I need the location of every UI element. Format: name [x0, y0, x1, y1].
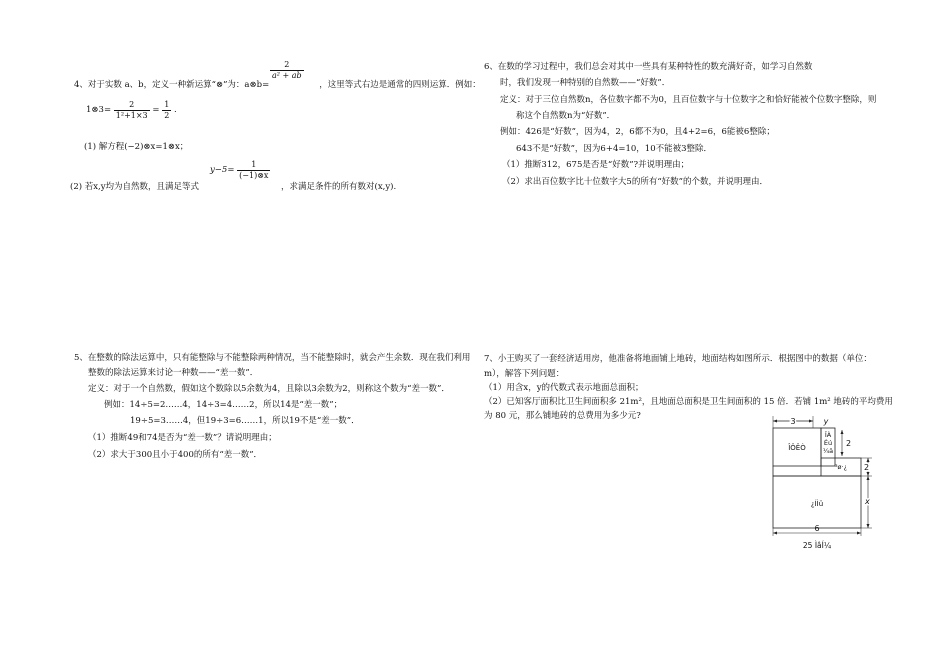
q6-example-1: 例如：426是“好数”，因为4，2，6都不为0，且4+2=6，6能被6整除； [500, 127, 775, 137]
dim-top-3-label: 3 [790, 417, 796, 426]
q4-part1: (1) 解方程(−2)⊗x=1⊗x； [84, 142, 189, 152]
room-bathroom-label-3: ¼ä [822, 447, 834, 455]
q7-line2: m），解答下列问题： [484, 369, 565, 379]
q4-example: 1⊗3= $\frac{2}{\text{1²+1×3}}$ = $\frac{1}{2}$ . [86, 100, 177, 120]
dim-top-y-label: y [823, 417, 829, 426]
q7-part2-cont: 为 80 元，那么铺地砖的总费用为多少元? [484, 411, 641, 421]
room-kitchen-label: ³ø·¿ [834, 463, 848, 471]
q6-definition: 定义：对于三位自然数n，各位数字都不为0，且百位数字与十位数字之和恰好能被个位数字整除，则 [500, 95, 877, 105]
q4-line1: 4、对于实数 a、b，定义一种新运算“⊗”为：a⊗b= ，这里等式右边是通常的四则运算．例如： [74, 80, 481, 90]
room-bathroom-label-2: Éú [823, 439, 833, 447]
q5-example-1: 例如：14÷5=2……4，14÷3=4……2，所以14是“差一数”； [104, 400, 343, 410]
q5-example-2: 19÷5=3……4，但19÷3=6……1，所以19不是“差一数”． [130, 416, 360, 426]
dim-inner-2-label: 2 [846, 439, 852, 448]
q6-line1: 6、在数的学习过程中，我们总会对其中一些具有某种特性的数充满好奇，如学习自然数 [484, 62, 813, 72]
room-bedroom-label: ÎÔÊÒ [788, 444, 806, 452]
q6-example-2: 643不是“好数”，因为6+4=10，10不能被3整除． [516, 144, 713, 154]
room-living-label: ¿ÍÌü [810, 500, 824, 508]
floor-plan-figure [764, 412, 884, 552]
q5-part1: （1）推断49和74是否为“差一数”？请说明理由； [88, 433, 277, 443]
q4-definition-fraction: $\frac{2}{\text{a² + ab}}$ [272, 60, 302, 80]
q6-part1: （1）推断312，675是否是“好数”?并说明理由； [502, 160, 690, 170]
q4-part2: (2) 若x,y均为自然数，且满足等式 ，求满足条件的所有数对(x,y). [70, 182, 397, 192]
q4-part2-equation: y−5= $\frac{1}{(-1)\otimes x}$ [210, 160, 269, 180]
dim-right-x-label: x [865, 497, 870, 506]
q6-line2: 时，我们发现一种特别的自然数——“好数”． [500, 78, 671, 88]
q7-part1: （1）用含x，y的代数式表示地面总面积； [484, 383, 644, 393]
room-bathroom-label-1: ÎÀ [824, 431, 832, 439]
dim-right-2-label: 2 [864, 463, 870, 472]
q6-part2: （2）求出百位数字比十位数字大5的所有“好数”的个数，并说明理由． [502, 177, 769, 187]
dim-bottom-6-label: 6 [814, 524, 820, 533]
figure-caption: 25 ÌâÍ¼ [802, 541, 832, 550]
q5-line2: 整数的除法运算来讨论一种数——“差一数”． [88, 368, 259, 378]
q5-definition: 定义：对于一个自然数，假如这个数除以5余数为4，且除以3余数为2，则称这个数为“差一数”． [88, 384, 450, 394]
q5-line1: 5、在整数的除法运算中，只有能整除与不能整除两种情况，当不能整除时，就会产生余数．现在我们利用 [74, 353, 471, 363]
q7-line1: 7、小王购买了一套经济适用房，他准备将地面铺上地砖，地面结构如图所示．根据图中的数据（单位： [484, 354, 872, 364]
q5-part2: （2）求大于300且小于400的所有“差一数”． [88, 450, 263, 460]
q6-definition-cont: 称这个自然数n为“好数”． [516, 111, 616, 121]
q7-part2: （2）已知客厅面积比卫生间面积多 21m²，且地面总面积是卫生间面积的 15 倍．若铺 1m² 地砖的平均费用 [484, 397, 893, 407]
